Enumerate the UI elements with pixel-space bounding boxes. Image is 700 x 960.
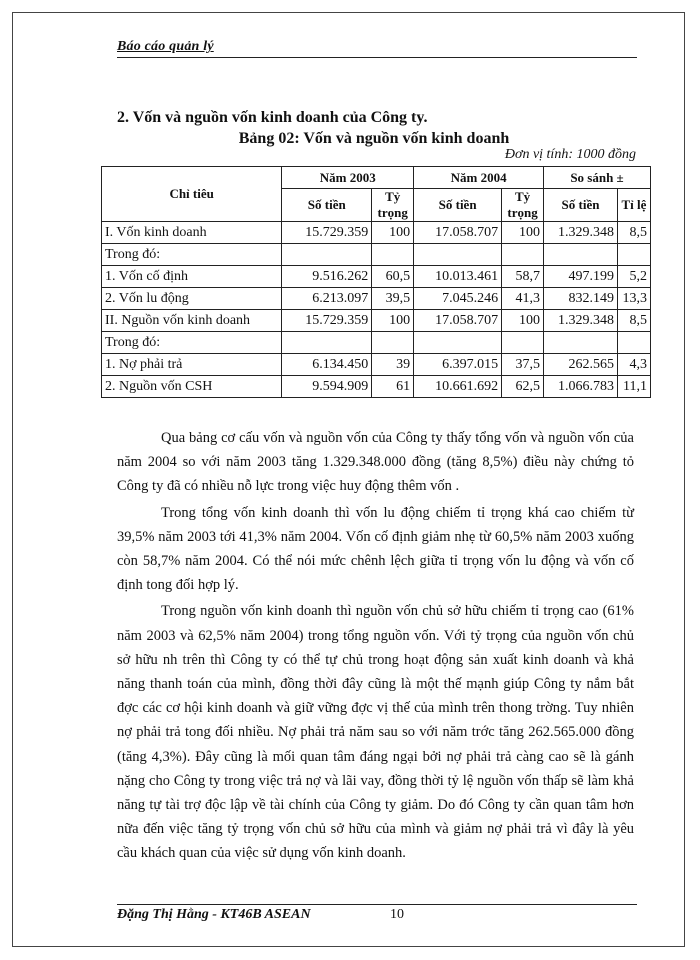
cell-value-2004: 10.013.461 xyxy=(414,266,502,288)
row-label: II. Nguồn vốn kinh doanh xyxy=(102,310,282,332)
table-row xyxy=(102,332,651,354)
cell-share-2004: 100 xyxy=(502,310,544,332)
cell-diff: 832.149 xyxy=(544,288,618,310)
cell-share-2004: 37,5 xyxy=(502,354,544,376)
cell-share-2003 xyxy=(372,332,414,354)
header-so-tien-2004: Số tiền xyxy=(414,189,502,222)
cell-value-2004: 6.397.015 xyxy=(414,354,502,376)
cell-share-2003: 39 xyxy=(372,354,414,376)
cell-diff: 497.199 xyxy=(544,266,618,288)
cell-pct: 8,5 xyxy=(617,222,650,244)
header-ti-le: Tỉ lệ xyxy=(617,189,650,222)
cell-value-2004: 10.661.692 xyxy=(414,376,502,398)
page-number: 10 xyxy=(390,907,404,922)
cell-value-2003: 15.729.359 xyxy=(282,222,372,244)
cell-value-2003: 9.516.262 xyxy=(282,266,372,288)
cell-share-2003: 61 xyxy=(372,376,414,398)
cell-pct: 11,1 xyxy=(617,376,650,398)
cell-diff xyxy=(544,244,618,266)
table-row xyxy=(102,266,651,288)
capital-table xyxy=(101,166,651,398)
body-text xyxy=(117,426,634,868)
cell-share-2004 xyxy=(502,332,544,354)
cell-share-2003: 39,5 xyxy=(372,288,414,310)
row-label: 1. Vốn cố định xyxy=(102,266,282,288)
paragraph-3: Trong nguồn vốn kinh doanh thì nguồn vốn chủ sở hữu chiếm tỉ trọng cao (61% năm 2003 và 62,5% năm 2004) trong tổng nguồn vốn. Với tỷ trọng của nguồn vốn chủ sở hữu nh trên thì Công ty có thể tự chủ trong hoạt động sản xuất kinh doanh và khả năng thanh toán của mình, đồng thời đây cũng là một thế mạnh giúp Công ty nắm bắt đợc các cơ hội kinh doanh và giữ vững đợc vị thế của mình trên thong trờng. Tuy nhiên nợ phải trả tong đối nhiều. Nợ phải trả năm sau so với năm trớc tăng 262.565.000 đồng (tăng 4,3%). Đây cũng là mối quan tâm đáng ngại bởi nợ phải trả càng cao sẽ là gánh nặng cho Công ty trong việc trả nợ và lãi vay, đồng thời tỷ lệ nguồn vốn thấp sẽ làm khả năng tự tài trợ độc lập về tài chính của Công ty giảm. Do đó Công ty cần quan tâm hơn nữa đến việc tăng tỷ trọng vốn chủ sở hữu của mình và giảm nợ phải trả vì đây là yêu cầu khách quan của việc sử dụng vốn kinh doanh. xyxy=(117,603,634,862)
section-title: 2. Vốn và nguồn vốn kinh doanh của Công ty. xyxy=(117,109,428,126)
table-row xyxy=(102,244,651,266)
cell-pct xyxy=(617,244,650,266)
cell-share-2004: 41,3 xyxy=(502,288,544,310)
table-row xyxy=(102,354,651,376)
cell-value-2004 xyxy=(414,244,502,266)
cell-share-2004: 58,7 xyxy=(502,266,544,288)
footer-rule xyxy=(117,904,637,905)
cell-pct: 13,3 xyxy=(617,288,650,310)
cell-diff: 1.066.783 xyxy=(544,376,618,398)
cell-value-2003 xyxy=(282,244,372,266)
cell-pct xyxy=(617,332,650,354)
cell-value-2004: 17.058.707 xyxy=(414,222,502,244)
row-label: 2. Nguồn vốn CSH xyxy=(102,376,282,398)
header-ty-trong-2003: Tỷ trọng xyxy=(372,189,414,222)
cell-diff: 262.565 xyxy=(544,354,618,376)
row-label: 1. Nợ phải trả xyxy=(102,354,282,376)
cell-share-2004: 100 xyxy=(502,222,544,244)
cell-pct: 8,5 xyxy=(617,310,650,332)
header-rule xyxy=(117,57,637,58)
header-chi-tieu: Chỉ tiêu xyxy=(102,167,282,222)
row-label: Trong đó: xyxy=(102,332,282,354)
table-title: Bảng 02: Vốn và nguồn vốn kinh doanh xyxy=(238,130,510,147)
header-ty-trong-2004: Tỷ trọng xyxy=(502,189,544,222)
row-label: Trong đó: xyxy=(102,244,282,266)
cell-share-2004: 62,5 xyxy=(502,376,544,398)
paragraph-2: Trong tổng vốn kinh doanh thì vốn lu động chiếm tỉ trọng khá cao chiếm từ 39,5% năm 2003 tới 41,3% năm 2004. Vốn cố định giảm nhẹ từ 60,5% năm 2003 xuống còn 58,7% năm 2004. Có thể nói mức chênh lệch giữa tỉ trọng vốn lu động và vốn cố định tong đối hợp lý. xyxy=(117,504,634,594)
table-row xyxy=(102,376,651,398)
table-row xyxy=(102,288,651,310)
cell-share-2004 xyxy=(502,244,544,266)
cell-pct: 4,3 xyxy=(617,354,650,376)
cell-value-2003: 15.729.359 xyxy=(282,310,372,332)
cell-share-2003 xyxy=(372,244,414,266)
cell-value-2003: 6.134.450 xyxy=(282,354,372,376)
cell-value-2003 xyxy=(282,332,372,354)
cell-share-2003: 100 xyxy=(372,222,414,244)
cell-value-2004 xyxy=(414,332,502,354)
unit-note: Đơn vị tính: 1000 đồng xyxy=(504,147,636,162)
header-so-sanh: So sánh ± xyxy=(544,167,651,189)
cell-share-2003: 100 xyxy=(372,310,414,332)
row-label: 2. Vốn lu động xyxy=(102,288,282,310)
row-label: I. Vốn kinh doanh xyxy=(102,222,282,244)
cell-share-2003: 60,5 xyxy=(372,266,414,288)
header-so-tien-diff: Số tiền xyxy=(544,189,618,222)
table-row xyxy=(102,222,651,244)
cell-value-2004: 7.045.246 xyxy=(414,288,502,310)
cell-diff xyxy=(544,332,618,354)
footer-author: Đặng Thị Hằng - KT46B ASEAN xyxy=(117,907,311,922)
cell-diff: 1.329.348 xyxy=(544,310,618,332)
cell-value-2003: 9.594.909 xyxy=(282,376,372,398)
paragraph-1: Qua bảng cơ cấu vốn và nguồn vốn của Công ty thấy tổng vốn và nguồn vốn của năm 2004 so với năm 2003 tăng 1.329.348.000 đồng (tăng 8,5%) điều này chứng tỏ Công ty đã có nhiều nỗ lực trong việc huy động thêm vốn . xyxy=(117,430,634,495)
running-header: Báo cáo quản lý xyxy=(117,39,214,54)
cell-value-2004: 17.058.707 xyxy=(414,310,502,332)
cell-diff: 1.329.348 xyxy=(544,222,618,244)
table-row xyxy=(102,310,651,332)
cell-pct: 5,2 xyxy=(617,266,650,288)
header-nam-2004: Năm 2004 xyxy=(414,167,544,189)
header-nam-2003: Năm 2003 xyxy=(282,167,414,189)
header-so-tien-2003: Số tiền xyxy=(282,189,372,222)
cell-value-2003: 6.213.097 xyxy=(282,288,372,310)
